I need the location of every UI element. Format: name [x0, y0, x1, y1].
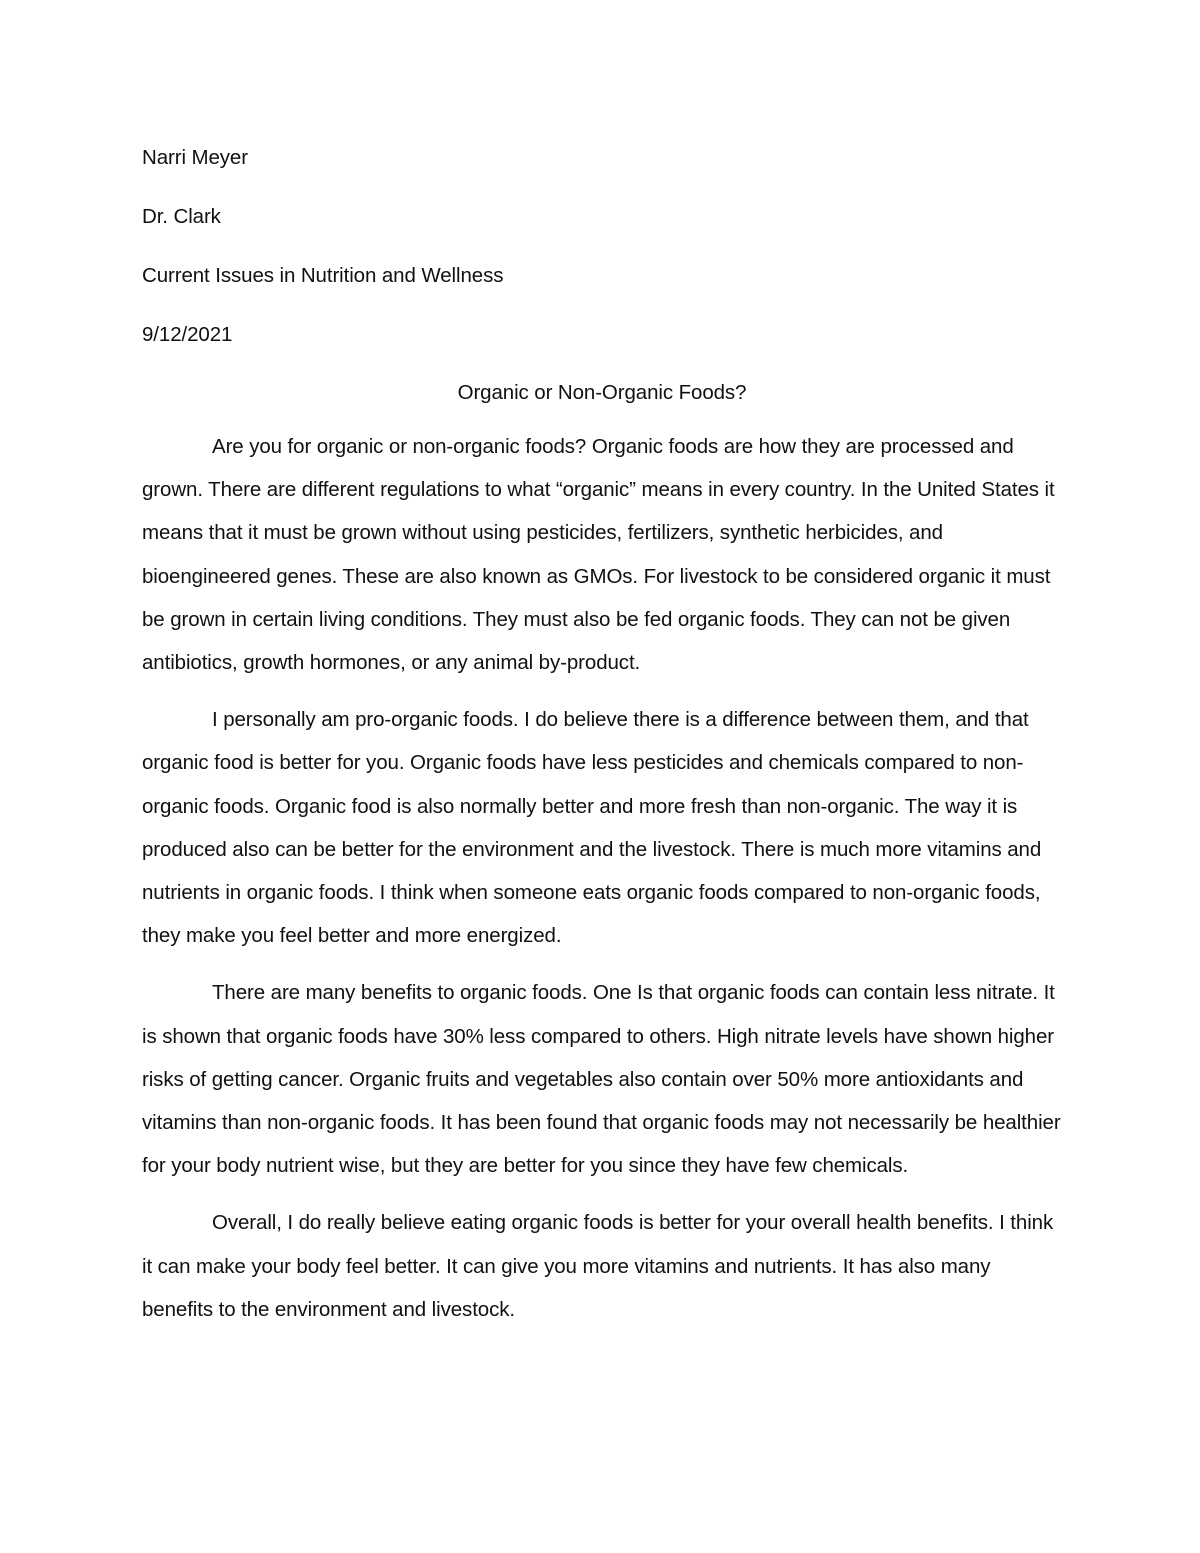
essay-title: Organic or Non-Organic Foods?: [457, 381, 747, 404]
paragraph: Are you for organic or non-organic foods? Organic foods are how they are processed and grown. There are different regulations to what “organic” means in every country. In the United States it means that it must be grown without using pesticides, fertilizers, synthetic herbicides, and bioengineered genes. These are also known as GMOs. For livestock to be considered organic it must be grown in certain living conditions. They must also be fed organic foods. They can not be given antibiotics, growth hormones, or any animal by-product.: [142, 435, 1055, 675]
instructor-name: Dr. Clark: [142, 205, 221, 228]
paragraph: I personally am pro-organic foods. I do believe there is a difference between them, and that organic food is better for you. Organic foods have less pesticides and chemicals compared to non-organic foods. Organic food is also normally better and more fresh than non-organic. The way it is produced also can be better for the environment and the livestock. There is much more vitamins and nutrients in organic foods. I think when someone eats organic foods compared to non-organic foods, they make you feel better and more energized.: [142, 708, 1042, 948]
document-body: [142, 138, 1062, 1331]
paragraph: There are many benefits to organic foods. One Is that organic foods can contain less nitrate. It is shown that organic foods have 30% less compared to others. High nitrate levels have shown higher risks of getting cancer. Organic fruits and vegetables also contain over 50% more antioxidants and vitamins than non-organic foods. It has been found that organic foods may not necessarily be healthier for your body nutrient wise, but they are better for you since they have few chemicals.: [142, 981, 1061, 1178]
course-name: Current Issues in Nutrition and Wellness: [142, 264, 504, 287]
document-date: 9/12/2021: [142, 323, 233, 346]
paragraph: Overall, I do really believe eating organic foods is better for your overall health benefits. I think it can make your body feel better. It can give you more vitamins and nutrients. It has also many benefits to the environment and livestock.: [142, 1211, 1054, 1321]
author-name: Narri Meyer: [142, 146, 248, 169]
